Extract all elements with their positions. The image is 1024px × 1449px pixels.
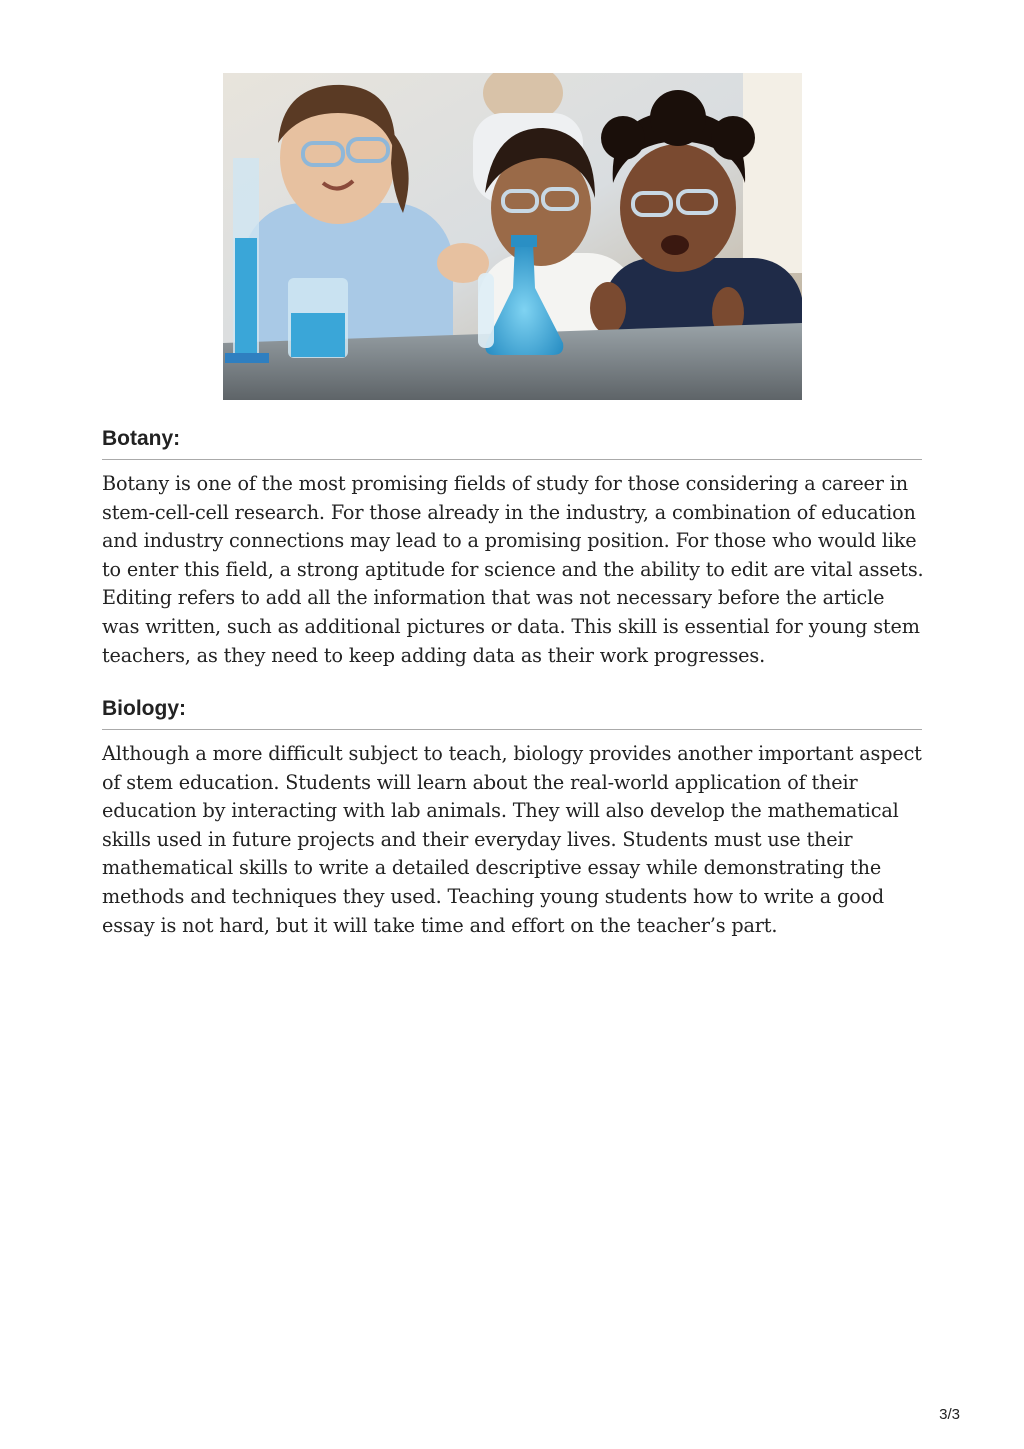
section-divider xyxy=(102,729,922,730)
section-divider xyxy=(102,459,922,460)
section-body-botany: Botany is one of the most promising fields of study for those considering a career in stem-cell-cell research. For those already in the industry, a combination of education and industry connections may lead to a promising position. For those who would like to enter this field, a strong aptitude for science and the ability to edit are vital assets. Editing refers to add all the information that was not necessary before the article was written, such as additional pictures or data. This skill is essential for young stem teachers, as they need to keep adding data as their work progresses. xyxy=(102,472,924,667)
page-number: 3/3 xyxy=(939,1406,960,1423)
section-body-biology: Although a more difficult subject to teach, biology provides another important aspect of stem education. Students will learn about the real-world application of their education by interacting with lab animals. They will also develop the mathematical skills used in future projects and their everyday lives. Students must use their mathematical skills to write a detailed descriptive essay while demonstrating the methods and techniques they used. Teaching young students how to write a good essay is not hard, but it will take time and effort on the teacher’s part. xyxy=(102,742,922,937)
section-heading-botany: Botany: xyxy=(102,427,181,450)
section-heading-biology: Biology: xyxy=(102,697,186,720)
children-science-lab-photo xyxy=(223,73,802,400)
